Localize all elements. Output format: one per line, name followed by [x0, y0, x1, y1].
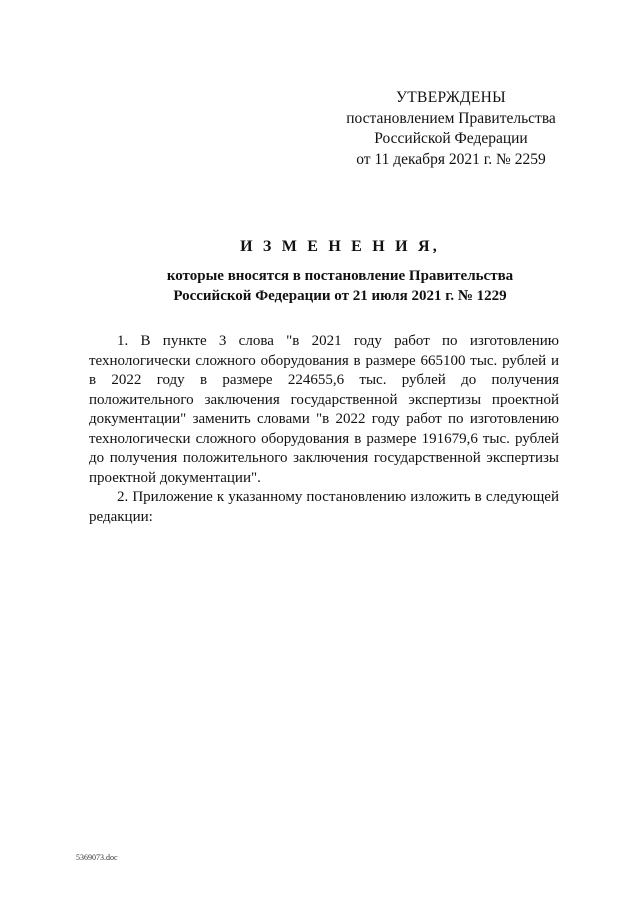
- document-heading: И З М Е Н Е Н И Я,: [240, 238, 440, 255]
- approval-block: [336, 88, 566, 170]
- approval-line-3: от 11 декабря 2021 г. № 2259: [356, 150, 546, 168]
- body-paragraph-1: 1. В пункте 3 слова "в 2021 году работ по изготовлению технологически сложного оборудования в размере 665100 тыс. рублей и в 2022 году в размере 224655,6 тыс. рублей до получения положительного заключения государственной экспертизы проектной документации" заменить словами "в 2022 году работ по изготовлению технологически сложного оборудования в размере 191679,6 тыс. рублей до получения положительного заключения государственной экспертизы проектной документации".: [89, 333, 559, 486]
- subtitle-line-2: Российской Федерации от 21 июля 2021 г. № 1229: [173, 288, 507, 304]
- body-paragraph-2: 2. Приложение к указанному постановлению изложить в следующей редакции:: [89, 489, 559, 525]
- document-body: [89, 332, 559, 527]
- document-title-block: [60, 236, 620, 306]
- approval-line-2: Российской Федерации: [374, 130, 528, 147]
- approval-line-1: постановлением Правительства: [346, 109, 556, 127]
- document-subtitle: [60, 266, 620, 306]
- approval-heading: УТВЕРЖДЕНЫ: [396, 89, 506, 106]
- subtitle-line-1: которые вносятся в постановление Правительства: [166, 268, 514, 284]
- footer-document-code: 5369073.doc: [76, 853, 118, 862]
